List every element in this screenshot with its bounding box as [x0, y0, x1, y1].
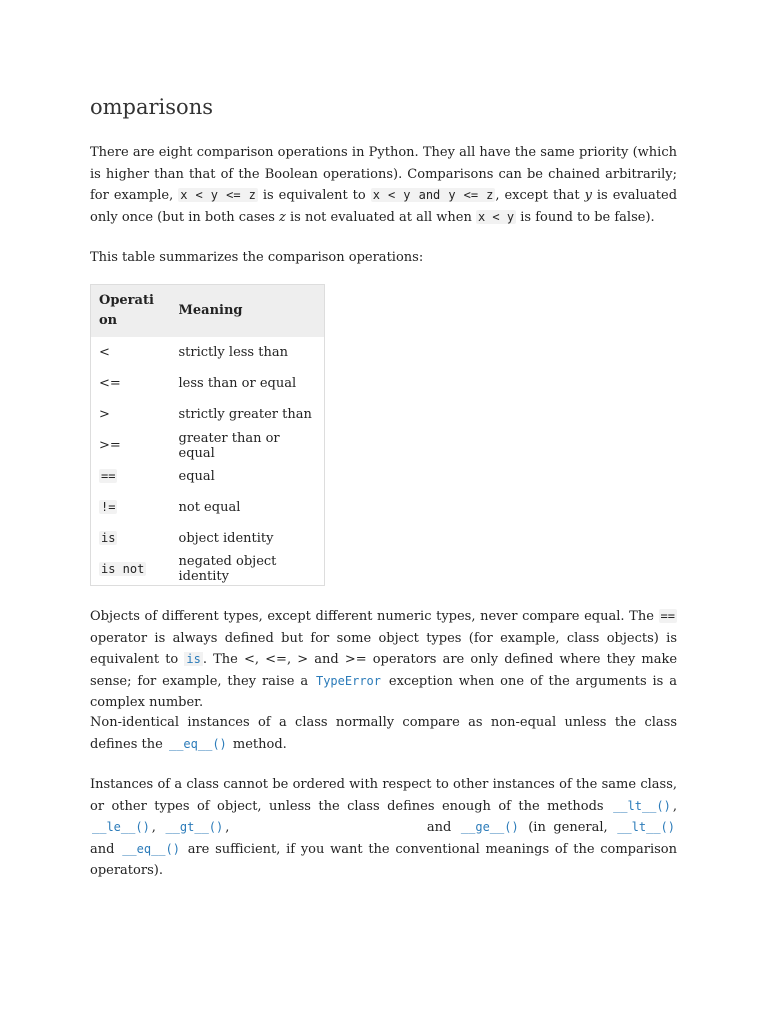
gt-method-link[interactable]: __gt__()	[165, 820, 224, 834]
text-span: and	[308, 652, 345, 667]
operator-text: >	[99, 407, 110, 422]
text-span: ,	[254, 652, 266, 667]
meaning-cell: equal	[178, 469, 215, 484]
text-span: is found to be false).	[516, 209, 655, 225]
text-span: and	[90, 841, 121, 857]
lt-method-link-2[interactable]: __lt__()	[617, 820, 675, 834]
text-span: and	[419, 820, 459, 835]
eq-method-link[interactable]: __eq__()	[168, 736, 227, 751]
lt-method-link[interactable]: __lt__()	[613, 798, 671, 813]
operator-cell	[91, 461, 171, 492]
table-intro: This table summarizes the comparison operations:	[90, 250, 424, 265]
text-span: are sufficient, if you want the conventional meanings of the comparison operators).	[90, 841, 678, 878]
table-row	[91, 399, 325, 430]
inline-code-chain: x < y <= z	[180, 188, 256, 202]
table-row	[91, 492, 325, 523]
text-span: , except that	[495, 188, 585, 203]
types-paragraph	[90, 606, 677, 714]
operator-cell	[91, 492, 171, 523]
eq-method-link-2[interactable]: __eq__()	[122, 841, 180, 856]
operator-cell	[91, 368, 171, 399]
text-span: (in general,	[520, 820, 616, 835]
table-row	[91, 461, 325, 492]
table-row	[91, 523, 325, 554]
text-span: is not evaluated at all when	[285, 209, 476, 225]
header-meaning: Meaning	[171, 285, 325, 338]
meaning-cell: not equal	[178, 500, 241, 515]
le-method-link[interactable]: __le__()	[92, 820, 150, 834]
non-identical-paragraph	[90, 712, 677, 755]
text-span: ,	[672, 798, 677, 814]
operator-text: <=	[99, 376, 121, 391]
inline-code-eq-operator: ==	[660, 609, 675, 623]
variable-y: y	[584, 188, 592, 203]
operator-cell	[91, 337, 171, 368]
meaning-cell: negated object identity	[178, 554, 277, 585]
operator-cell	[91, 430, 171, 461]
text-span: is equivalent to	[257, 188, 371, 203]
table-row	[91, 430, 325, 461]
operator-code: is not	[101, 561, 145, 576]
table-row	[91, 337, 325, 368]
ge-method-link[interactable]: __ge__()	[460, 820, 519, 834]
text-span: There are eight comparison operations in Python. They all have the same priority (which is higher than that of the Boolean operations). Comparisons can be chained arbitrarily; for example,	[90, 145, 677, 203]
section-heading: omparisons	[90, 95, 213, 119]
inline-code-expanded: x < y and y <= z	[372, 188, 494, 202]
text-span: operator is always defined but for some object types (for example, class objects) is equivalent to	[90, 630, 677, 667]
header-operation: Operation	[91, 285, 171, 338]
operator-gt: >	[297, 652, 309, 667]
text-span: exception when one of the arguments is a complex number.	[90, 673, 677, 710]
text-span: Objects of different types, except different numeric types, never compare equal. The	[90, 609, 659, 624]
meaning-cell: less than or equal	[178, 376, 297, 391]
table-row	[91, 554, 325, 585]
ordering-paragraph	[90, 774, 677, 882]
operator-cell	[91, 523, 171, 554]
meaning-cell: strictly less than	[178, 345, 288, 360]
operator-code: is	[101, 531, 116, 545]
text-span: method.	[228, 736, 287, 752]
operator-text: <	[99, 345, 110, 360]
operator-lt: <	[243, 652, 255, 667]
operator-code: ==	[101, 469, 116, 483]
text-span: ,	[225, 820, 230, 835]
operator-cell	[91, 554, 171, 585]
text-span: Instances of a class cannot be ordered with respect to other instances of the same class, or other types of object, unless the class defines enough of the methods	[90, 777, 677, 814]
operator-le: <=	[265, 652, 287, 667]
text-span: is evaluated only once (but in both cases	[90, 188, 678, 225]
meaning-cell: object identity	[178, 531, 274, 546]
is-link[interactable]: is	[186, 652, 201, 666]
inline-code-x-lt-y: x < y	[477, 209, 515, 224]
table-row	[91, 368, 325, 399]
text-span: . The	[202, 652, 244, 667]
text-span: ,	[151, 820, 164, 835]
meaning-cell: greater than or equal	[178, 430, 280, 461]
table-header-row	[91, 285, 325, 338]
comparison-table	[90, 284, 325, 586]
operator-text: >=	[99, 438, 121, 453]
text-span: Non-identical instances of a class normally compare as non-equal unless the class defines the	[90, 715, 677, 752]
text-span: ,	[286, 652, 298, 667]
intro-paragraph	[90, 142, 677, 228]
text-span: operators are only defined where they make sense; for example, they raise a	[90, 652, 678, 689]
variable-z: z	[279, 209, 286, 225]
operator-code: !=	[101, 500, 116, 514]
operator-ge: >=	[344, 652, 367, 667]
meaning-cell: strictly greater than	[178, 407, 312, 422]
operator-cell	[91, 399, 171, 430]
typeerror-link[interactable]: TypeError	[315, 673, 382, 688]
